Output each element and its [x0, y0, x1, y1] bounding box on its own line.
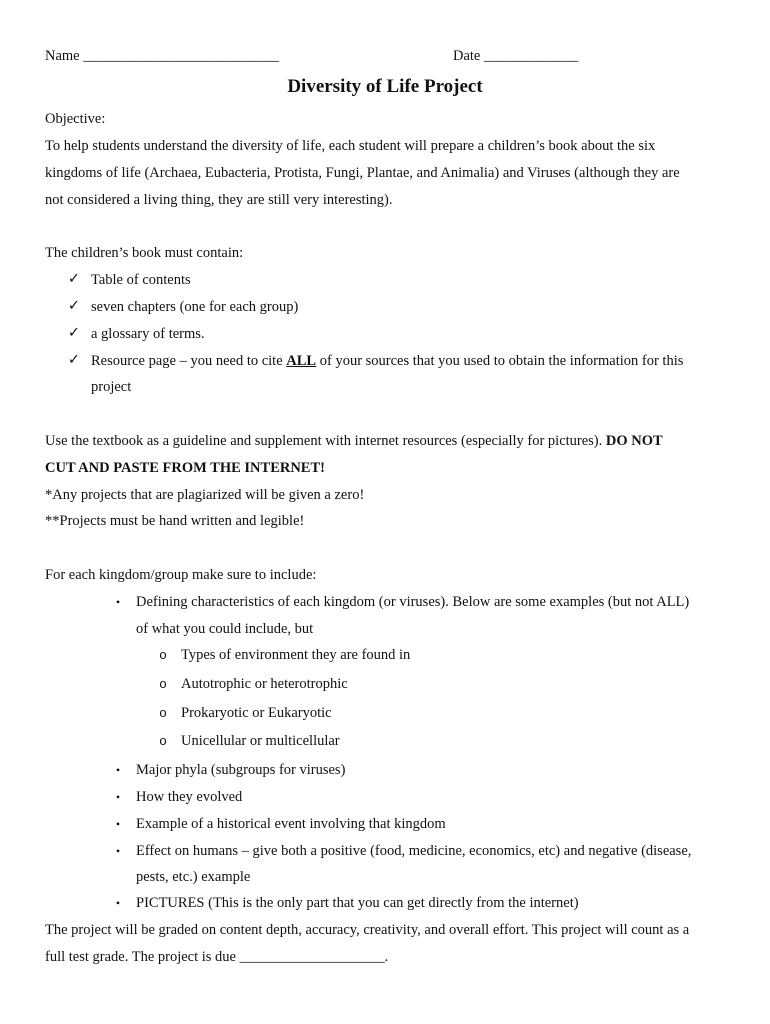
objective-line: To help students understand the diversity of life, each student will prepare a children’s book about the six [45, 138, 656, 154]
bullet-icon: • [115, 817, 121, 831]
checkmark-icon: ✓ [67, 271, 81, 287]
guideline-text: Use the textbook as a guideline and supplement with internet resources (especially for pictures). [45, 433, 606, 449]
book-requirements-intro: The children’s book must contain: [45, 245, 244, 261]
checklist-item: seven chapters (one for each group) [91, 299, 299, 315]
plagiarism-note: *Any projects that are plagiarized will be given a zero! [45, 487, 365, 503]
sub-item: Unicellular or multicellular [181, 733, 340, 749]
objective-line: not considered a living thing, they are still very interesting). [45, 192, 393, 208]
sub-item: Prokaryotic or Eukaryotic [181, 705, 332, 721]
include-item-continuation: of what you could include, but [136, 621, 314, 637]
include-item: PICTURES (This is the only part that you can get directly from the internet) [136, 895, 579, 911]
checklist-item-resource [91, 352, 683, 370]
include-item: Major phyla (subgroups for viruses) [136, 762, 346, 778]
resource-emphasis-all: ALL [286, 353, 317, 369]
guideline-warning: CUT AND PASTE FROM THE INTERNET! [45, 460, 325, 476]
include-intro: For each kingdom/group make sure to include: [45, 567, 317, 583]
name-field-label: Name ___________________________ [45, 48, 279, 64]
checklist-item-continuation: project [91, 379, 132, 395]
checklist-item: Table of contents [91, 272, 191, 288]
objective-heading: Objective: [45, 111, 106, 127]
checklist-item: a glossary of terms. [91, 326, 205, 342]
bullet-icon: • [115, 763, 121, 777]
bullet-icon: • [115, 790, 121, 804]
circle-bullet-icon: o [159, 676, 167, 691]
circle-bullet-icon: o [159, 705, 167, 720]
include-item-continuation: pests, etc.) example [136, 869, 251, 885]
resource-text-before: Resource page – you need to cite [91, 353, 287, 369]
bullet-icon: • [115, 844, 121, 858]
include-item: How they evolved [136, 789, 243, 805]
include-item: Example of a historical event involving that kingdom [136, 816, 446, 832]
grading-line: full test grade. The project is due ____________________. [45, 949, 389, 965]
date-field-label: Date _____________ [453, 48, 579, 64]
sub-item: Autotrophic or heterotrophic [181, 676, 348, 692]
objective-line: kingdoms of life (Archaea, Eubacteria, Protista, Fungi, Plantae, and Animalia) and Viruses (although they are [45, 165, 680, 181]
guideline-line [45, 432, 663, 450]
circle-bullet-icon: o [159, 733, 167, 748]
grading-line: The project will be graded on content depth, accuracy, creativity, and overall effort. This project will count as a [45, 922, 690, 938]
checkmark-icon: ✓ [67, 298, 81, 314]
sub-item: Types of environment they are found in [181, 647, 411, 663]
bullet-icon: • [115, 595, 121, 609]
page-title: Diversity of Life Project [287, 76, 483, 97]
resource-text-after: of your sources that you used to obtain the information for this [316, 353, 684, 369]
handwritten-note: **Projects must be hand written and legible! [45, 513, 305, 529]
circle-bullet-icon: o [159, 647, 167, 662]
guideline-warning: DO NOT [605, 433, 663, 449]
include-item: Defining characteristics of each kingdom (or viruses). Below are some examples (but not ALL) [136, 594, 690, 610]
bullet-icon: • [115, 896, 121, 910]
include-item: Effect on humans – give both a positive (food, medicine, economics, etc) and negative (disease, [136, 843, 692, 859]
checkmark-icon: ✓ [67, 352, 81, 368]
checkmark-icon: ✓ [67, 325, 81, 341]
